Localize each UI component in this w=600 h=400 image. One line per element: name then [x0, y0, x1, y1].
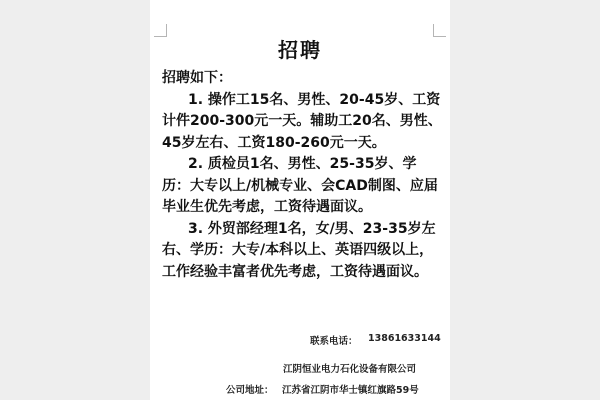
phone-number: 13861633144 [368, 333, 441, 344]
job-item-3: 3. 外贸部经理1名，女/男、23-35岁左右、学历：大专/本科以上、英语四级以上，工作经验丰富者优先考虑，工资待遇面议。 [162, 220, 436, 280]
job-item-1: 1. 操作工15名、男性、20-45岁、工资计件200-300元一天。辅助工20名、男性、45岁左右、工资180-260元一天。 [162, 91, 442, 151]
job-listing-body [162, 68, 442, 283]
address-label: 公司地址： [226, 385, 274, 396]
address-value: 江苏省江阴市华士镇红旗路59号 [282, 385, 419, 396]
phone-label: 联系电话： [310, 336, 358, 347]
document-page [150, 0, 450, 400]
page-title: 招聘 [278, 38, 322, 62]
job-item-2: 2. 质检员1名、男性、25-35岁、学历：大专以上/机械专业、会CAD制图、应届毕业生优先考虑，工资待遇面议。 [162, 156, 438, 215]
company-name: 江阴恒业电力石化设备有限公司 [283, 364, 417, 375]
listing-intro: 招聘如下： [162, 70, 232, 86]
